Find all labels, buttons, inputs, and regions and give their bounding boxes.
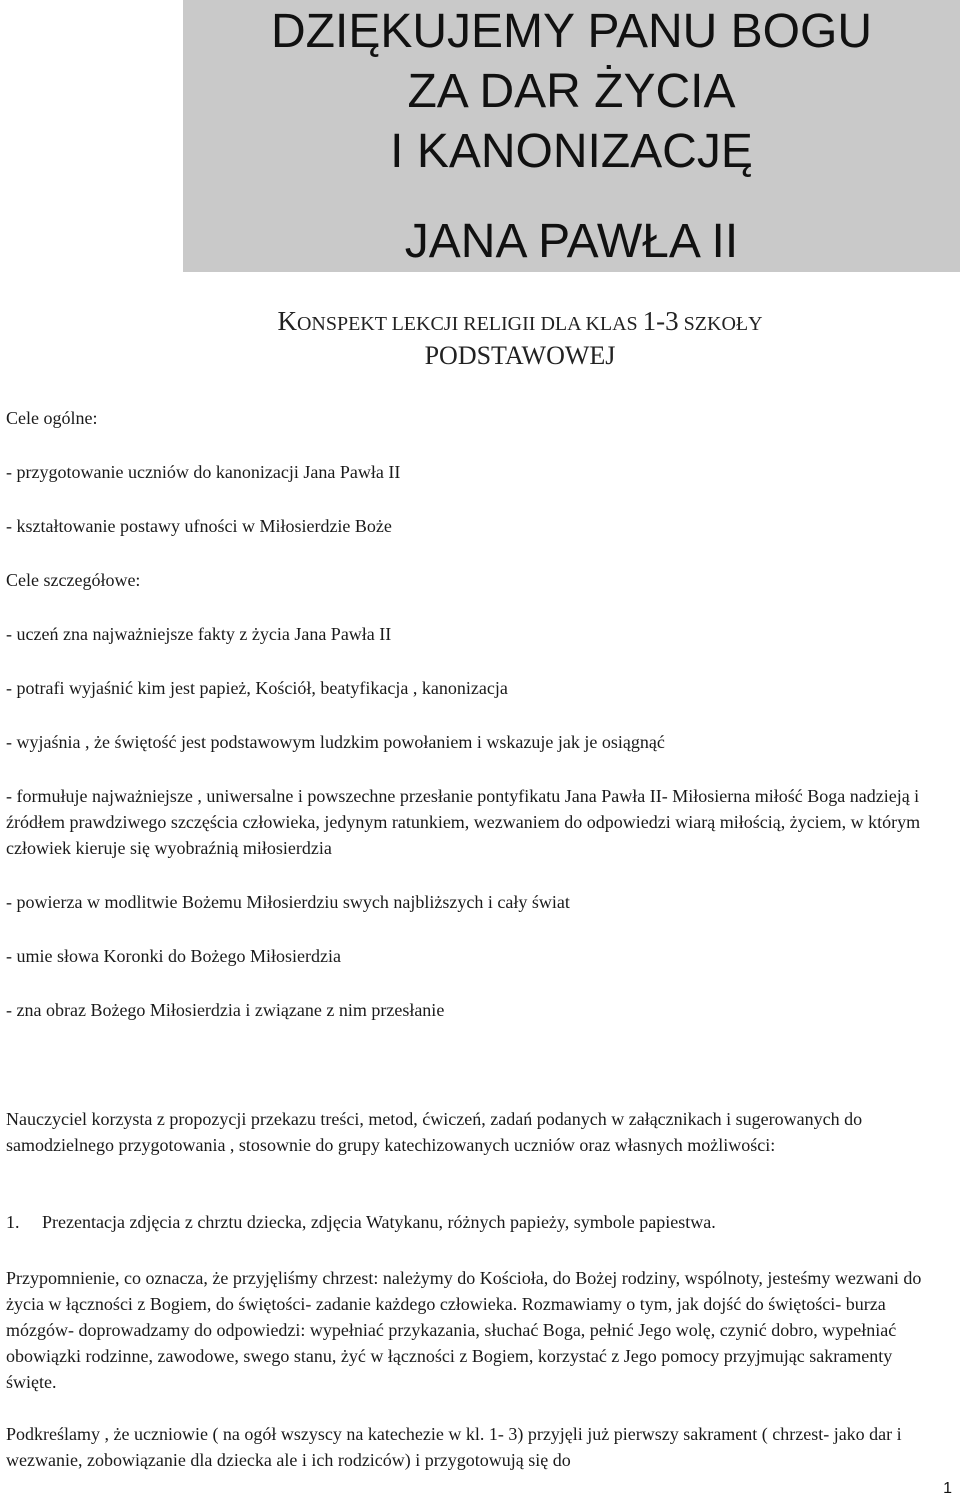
general-goal-item: - przygotowanie uczniów do kanonizacji Jana Pawła II (6, 462, 401, 482)
general-goal-item: - kształtowanie postawy ufności w Miłosierdzie Boże (6, 516, 392, 536)
title-line-1: DZIĘKUJEMY PANU BOGU (271, 5, 872, 58)
specific-goal-item: - potrafi wyjaśnić kim jest papież, Kościół, beatyfikacja , kanonizacja (6, 678, 508, 698)
page-number: 1 (943, 1480, 952, 1497)
specific-goals-heading: Cele szczegółowe: (6, 570, 141, 590)
item-text: Prezentacja zdjęcia z chrztu dziecka, zdjęcia Watykanu, różnych papieży, symbole papiestwa. (42, 1212, 716, 1232)
emphasis-paragraph: Podkreślamy , że uczniowie ( na ogół wszyscy na katechezie w kl. 1- 3) przyjęli już pierwszy sakrament ( chrzest- jako dar i wezwanie, zobowiązanie dla dziecka ale i ich rodziców) i przygotowują się do (6, 1424, 902, 1470)
numbered-item-1 (6, 1209, 946, 1235)
subtitle-classes: 1-3 (642, 306, 679, 336)
subtitle-line-2: PODSTAWOWEJ (424, 341, 616, 370)
specific-goal-item: - uczeń zna najważniejsze fakty z życia Jana Pawła II (6, 624, 392, 644)
specific-goal-item: - umie słowa Koronki do Bożego Miłosierdzia (6, 946, 341, 966)
title-line-4: JANA PAWŁA II (404, 215, 739, 268)
subtitle-school: SZKOŁY (678, 313, 763, 335)
reminder-paragraph: Przypomnienie, co oznacza, że przyjęliśmy chrzest: należymy do Kościoła, do Bożej rodziny, wspólnoty, jesteśmy wezwani do życia w łączności z Bogiem, do świętości- zadanie każdego człowieka. Rozmawiamy o tym, jak dojść do świętości- burza mózgów- doprowadzamy do odpowiedzi: wypełniać przykazania, słuchać Boga, pełnić Jego wolę, czynić dobro, wypełniać obowiązki rodzinne, zawodowe, swego stanu, żyć w łączności z Bogiem, korzystać z Jego pomocy przyjmując sakramenty święte. (6, 1268, 922, 1392)
item-number: 1. (6, 1212, 20, 1232)
title-line-3: I KANONIZACJĘ (390, 125, 753, 178)
specific-goal-item: - formułuje najważniejsze , uniwersalne i powszechne przesłanie pontyfikatu Jana Pawła II- Miłosierna miłość Boga nadzieją i źródłem prawdziwego szczęścia człowieka, jedynym ratunkiem, wezwaniem do odpowiedzi wiarą miłością, życiem, w którym człowiek kieruje się wyobraźnią miłosierdzia (6, 786, 921, 858)
title-line-2: ZA DAR ŻYCIA (407, 65, 736, 118)
general-goals-heading: Cele ogólne: (6, 408, 98, 428)
specific-goal-item: - wyjaśnia , że świętość jest podstawowym ludzkim powołaniem i wskazuje jak je osiągnąć (6, 732, 665, 752)
specific-goal-item: - powierza w modlitwie Bożemu Miłosierdziu swych najbliższych i cały świat (6, 892, 570, 912)
subtitle-initial: K (277, 306, 297, 336)
subtitle-text: ONSPEKT LEKCJI RELIGII DLA KLAS (296, 313, 643, 335)
intro-paragraph: Nauczyciel korzysta z propozycji przekazu treści, metod, ćwiczeń, zadań podanych w załącznikach i sugerowanych do samodzielnego przygotowania , stosownie do grupy katechizowanych uczniów oraz własnych możliwości: (6, 1109, 863, 1155)
specific-goal-item: - zna obraz Bożego Miłosierdzia i związane z nim przesłanie (6, 1000, 445, 1020)
subtitle-line-1 (130, 304, 910, 341)
